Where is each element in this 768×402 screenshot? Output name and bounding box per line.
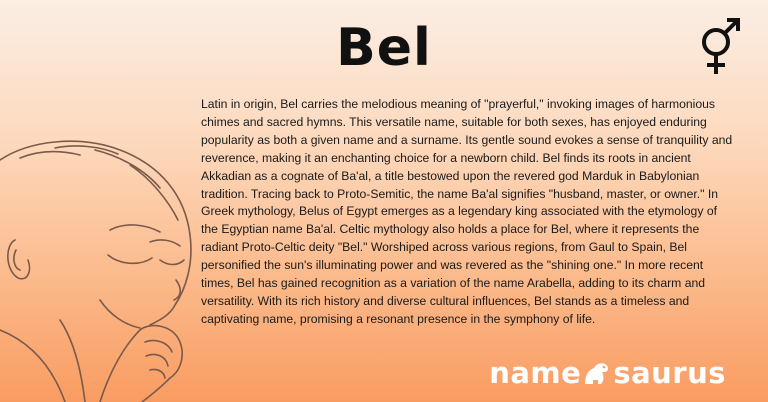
male-female-symbol-icon [690, 14, 746, 80]
logo-text-saurus: saurus [613, 356, 726, 390]
name-title: Bel [336, 18, 432, 78]
sleeping-baby-illustration [0, 120, 210, 402]
logo-text-name: name [489, 356, 582, 390]
name-description: Latin in origin, Bel carries the melodious meaning of "prayerful," invoking images of harmonious chimes and sacred hymns. This versatile name, suitable for both sexes, has enjoyed enduring popularity as both a given name and a surname. Its gentle sound evokes a sense of tranquility and reverence, making it an enchanting choice for a newborn child. Bel finds its roots in ancient Akkadian as a cognate of Ba'al, a title bestowed upon the revered god Marduk in Babylonian tradition. Tracing back to Proto-Semitic, the name Ba'al signifies "husband, master, or owner." In Greek mythology, Belus of Egypt emerges as a legendary king associated with the etymology of the Egyptian name Ba'al. Celtic mythology also holds a place for Bel, where it represents the radiant Proto-Celtic deity "Bel." Worshiped across various regions, from Gaul to Spain, Bel personified the sun's illuminating power and was revered as the "shining one." In more recent times, Bel has gained recognition as a variation of the name Arabella, adding to its charm and versatility. With its rich history and diverse cultural influences, Bel stands as a timeless and captivating name, promising a resonant presence in the symphony of life. [201, 97, 733, 326]
namesaurus-logo[interactable] [489, 356, 726, 390]
dinosaur-icon [582, 358, 612, 388]
